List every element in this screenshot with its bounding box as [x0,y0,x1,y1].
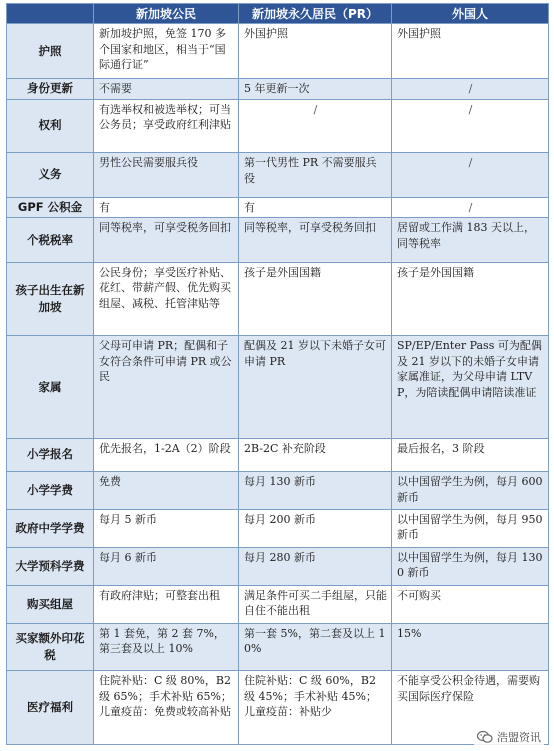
foreigner-cell: 居留或工作满 183 天以上，同等税率 [392,218,549,263]
table-row [7,24,549,79]
citizen-cell: 有 [94,197,239,218]
table-row [7,438,549,471]
row-label: 医疗福利 [7,671,94,745]
table-row [7,153,549,198]
foreigner-cell: / [392,153,549,198]
pr-cell: 每月 130 新币 [239,472,392,510]
wechat-icon [477,730,493,744]
citizen-cell: 公民身份；享受医疗补贴、花红、带薪产假、优先购买组屋、减税、托管津贴等 [94,262,239,335]
table-row [7,218,549,263]
pr-cell: 外国护照 [239,24,392,79]
row-label: 大学预科学费 [7,547,94,585]
header-citizen: 新加坡公民 [94,4,239,24]
pr-cell: 第一代男性 PR 不需要服兵役 [239,153,392,198]
citizen-cell: 住院补贴：C 级 80%，B2 级 65%；手术补贴 65%；儿童疫苗：免费或较高补贴 [94,671,239,745]
table-row [7,671,549,745]
citizen-cell: 每月 5 新币 [94,509,239,547]
foreigner-cell: / [392,99,549,152]
foreigner-cell: 以中国留学生为例，每月 1300 新币 [392,547,549,585]
watermark [474,727,544,747]
watermark-text: 浩盟资讯 [497,731,541,744]
citizen-cell: 有选举权和被选举权；可当公务员；享受政府红利津贴 [94,99,239,152]
foreigner-cell: 以中国留学生为例，每月 950 新币 [392,509,549,547]
table-row [7,79,549,100]
pr-cell: 5 年更新一次 [239,79,392,100]
row-label: 小学报名 [7,438,94,471]
row-label: GPF 公积金 [7,197,94,218]
pr-cell: 配偶及 21 岁以下未婚子女可申请 PR [239,336,392,438]
foreigner-cell: SP/EP/Enter Pass 可为配偶及 21 岁以下的未婚子女申请家属准证，为父母申请 LTVP，为陪读配偶申请陪读准证 [392,336,549,438]
foreigner-cell: 孩子是外国国籍 [392,262,549,335]
pr-cell: 满足条件可买二手组屋，只能自住不能出租 [239,585,392,623]
header-corner [7,4,94,24]
pr-cell: 孩子是外国国籍 [239,262,392,335]
citizen-cell: 优先报名，1-2A（2）阶段 [94,438,239,471]
pr-cell: 第一套 5%，第二套及以上 10% [239,623,392,671]
row-label: 护照 [7,24,94,79]
table-row [7,547,549,585]
foreigner-cell: 以中国留学生为例，每月 600 新币 [392,472,549,510]
row-label: 个税税率 [7,218,94,263]
pr-cell: / [239,99,392,152]
table-row [7,623,549,671]
citizen-cell: 同等税率，可享受税务回扣 [94,218,239,263]
row-label: 权利 [7,99,94,152]
pr-cell: 住院补贴：C 级 60%，B2 级 45%；手术补贴 45%；儿童疫苗：补贴少 [239,671,392,745]
comparison-table [6,3,549,745]
citizen-cell: 父母可申请 PR；配偶和子女符合条件可申请 PR 或公民 [94,336,239,438]
header-row [7,4,549,24]
row-label: 身份更新 [7,79,94,100]
row-label: 购买组屋 [7,585,94,623]
table-row [7,336,549,438]
row-label: 政府中学学费 [7,509,94,547]
foreigner-cell: / [392,79,549,100]
table-row [7,509,549,547]
citizen-cell: 新加坡护照，免签 170 多个国家和地区，相当于“国际通行证” [94,24,239,79]
citizen-cell: 有政府津贴；可整套出租 [94,585,239,623]
table-row [7,197,549,218]
header-pr: 新加坡永久居民（PR） [239,4,392,24]
citizen-cell: 第 1 套免，第 2 套 7%，第三套及以上 10% [94,623,239,671]
row-label: 义务 [7,153,94,198]
table-row [7,585,549,623]
row-label: 买家额外印花税 [7,623,94,671]
pr-cell: 每月 280 新币 [239,547,392,585]
citizen-cell: 不需要 [94,79,239,100]
citizen-cell: 男性公民需要服兵役 [94,153,239,198]
table-row [7,99,549,152]
citizen-cell: 每月 6 新币 [94,547,239,585]
foreigner-cell: 不能享受公积金待遇，需要购买国际医疗保险 [392,671,549,745]
foreigner-cell: 不可购买 [392,585,549,623]
foreigner-cell: 外国护照 [392,24,549,79]
table-row [7,472,549,510]
foreigner-cell: 最后报名，3 阶段 [392,438,549,471]
row-label: 孩子出生在新加坡 [7,262,94,335]
pr-cell: 有 [239,197,392,218]
pr-cell: 每月 200 新币 [239,509,392,547]
row-label: 小学学费 [7,472,94,510]
foreigner-cell: / [392,197,549,218]
header-foreigner: 外国人 [392,4,549,24]
citizen-cell: 免费 [94,472,239,510]
foreigner-cell: 15% [392,623,549,671]
pr-cell: 2B-2C 补充阶段 [239,438,392,471]
pr-cell: 同等税率，可享受税务回扣 [239,218,392,263]
table-row [7,262,549,335]
row-label: 家属 [7,336,94,438]
